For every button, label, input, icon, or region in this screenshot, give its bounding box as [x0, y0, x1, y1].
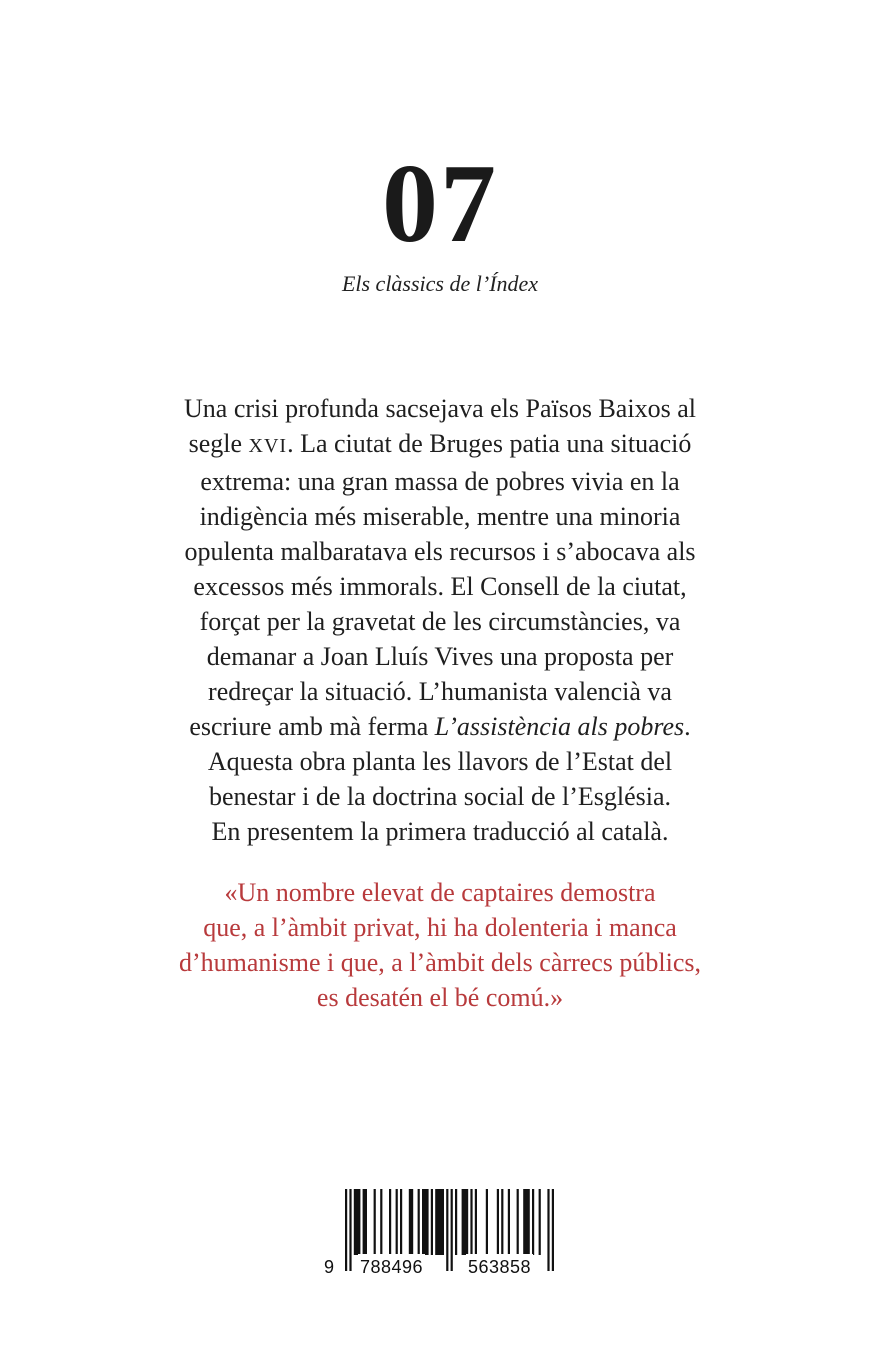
blurb-line: Una crisi profunda sacsejava els Països Baixos al [184, 394, 696, 423]
series-number: 07 [382, 142, 498, 266]
blurb-line: En presentem la primera traducció al català. [211, 817, 669, 846]
barcode-bar [523, 1189, 530, 1255]
century-numeral: XVI [248, 435, 288, 457]
barcode-bar [486, 1189, 488, 1255]
description-blurb [0, 391, 880, 849]
blurb-text: escriure amb mà ferma [189, 712, 435, 741]
quote-line: d’humanisme i que, a l’àmbit dels càrrecs públics, [178, 948, 701, 977]
blurb-line [0, 426, 880, 464]
barcode-bar [354, 1189, 361, 1255]
blurb-line [0, 709, 880, 744]
barcode-bar [462, 1189, 469, 1255]
blurb-line: demanar a Joan Lluís Vives una proposta per [206, 642, 674, 671]
barcode-bar [475, 1189, 477, 1255]
barcode-bar [532, 1189, 534, 1255]
isbn-right-group: 563858 [466, 1254, 533, 1280]
barcode-bar [455, 1189, 457, 1255]
series-name: Els clàssics de l’Índex [341, 271, 539, 296]
blurb-line: forçat per la gravetat de les circumstàncies, va [199, 607, 681, 636]
barcode-bar [539, 1189, 541, 1255]
barcode-bar [400, 1189, 402, 1255]
barcode-bar [435, 1189, 444, 1255]
quote-line: es desatén el bé comú.» [316, 983, 564, 1012]
blurb-line: benestar i de la doctrina social de l’Església. [208, 782, 672, 811]
blurb-text: . [684, 712, 691, 741]
blurb-line: redreçar la situació. L’humanista valencià va [208, 677, 672, 706]
barcode-bar [418, 1189, 420, 1255]
blurb-line: excessos més immorals. El Consell de la ciutat, [193, 572, 687, 601]
barcode-bar [422, 1189, 429, 1255]
barcode-bar [374, 1189, 376, 1255]
barcode-bar [396, 1189, 398, 1255]
barcode-bar [431, 1189, 433, 1255]
blurb-line: indigència més miserable, mentre una minoria [199, 502, 681, 531]
isbn-digits [318, 1254, 562, 1280]
quote-line: que, a l’àmbit privat, hi ha dolenteria i manca [203, 913, 677, 942]
isbn-left-group: 788496 [358, 1254, 425, 1280]
isbn-first-digit: 9 [322, 1254, 336, 1280]
blurb-line: extrema: una gran massa de pobres vivia en la [200, 467, 680, 496]
barcode-bar [508, 1189, 510, 1255]
book-title: L’assistència als pobres [434, 712, 685, 741]
barcode-bar [517, 1189, 519, 1255]
barcode-bar [409, 1189, 413, 1255]
pull-quote [0, 875, 880, 1015]
blurb-text: segle [188, 429, 249, 458]
blurb-line: opulenta malbaratava els recursos i s’abocava als [184, 537, 696, 566]
barcode-bar [380, 1189, 382, 1255]
barcode-bar [501, 1189, 503, 1255]
blurb-text: . La ciutat de Bruges patia una situació [287, 429, 692, 458]
barcode-bar [363, 1189, 367, 1255]
barcode-bar [497, 1189, 499, 1255]
barcode-bar [470, 1189, 472, 1255]
blurb-line: Aquesta obra planta les llavors de l’Estat del [207, 747, 673, 776]
barcode-bar [389, 1189, 391, 1255]
quote-line: «Un nombre elevat de captaires demostra [224, 878, 656, 907]
